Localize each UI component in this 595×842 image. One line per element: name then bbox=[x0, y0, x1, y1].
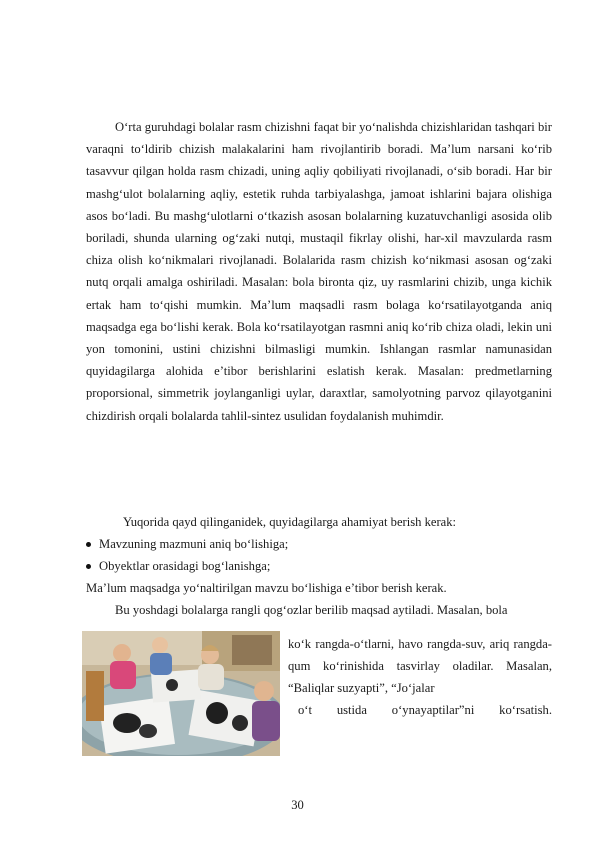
wrapped-text: ko‘k rangda-o‘tlarni, havo rangda-suv, ariq rangda-qum ko‘rinishida tasvirlay oladilar. Masalan, “Baliqlar suzyapti”, “Jo‘jalar bbox=[288, 637, 552, 696]
bullet-dot-icon bbox=[86, 542, 91, 547]
bullet-item-1: Mavzuning mazmuni aniq bo‘lishiga; bbox=[86, 533, 288, 555]
bullet-item-2: Obyektlar orasidagi bog‘lanishga; bbox=[86, 555, 270, 577]
intro-line: Yuqorida qayd qilinganidek, quyidagilarga ahamiyat berish kerak: bbox=[123, 515, 457, 529]
last-paragraph-first-line: Bu yoshdagi bolalarga rangli qog‘ozlar berilib maqsad aytiladi. Masalan, bola bbox=[115, 603, 508, 617]
after-bullets-line: Ma’lum maqsadga yo‘naltirilgan mavzu bo‘lishiga e’tibor berish kerak. bbox=[86, 581, 447, 595]
children-drawing-photo bbox=[82, 631, 280, 756]
page-number: 30 bbox=[291, 798, 304, 812]
wrapped-text-last-line: o‘t ustida o‘ynayaptilar”ni ko‘rsatish. bbox=[298, 703, 552, 717]
paragraph-main: O‘rta guruhdagi bolalar rasm chizishni faqat bir yo‘nalishda chizishlaridan tashqari bir varaqni to‘ldirib chizish malakalarini ham rivojlantirib boradi. Ma’lum narsani ko‘rib tasavvur qilgan holda rasm chizadi, uning aqliy qobiliyati rivojlanadi, o‘sib boradi. Har bir mashg‘ulot bolalarning aqliy, estetik ruhda tarbiyalashga, jamoat ishlarini bajara olishiga asos bo‘ladi. Bu mashg‘ulotlarni o‘tkazish asosan bolalarning kuzatuvchanligi asosida olib boriladi, shunda ularning og‘zaki nutqi, mustaqil fikrlay olishi, har-xil mavzularda rasm chiza olish ko‘nikmalari rivojlanadi. Bolalarida rasm chizish ko‘nikmasi asosan og‘zaki nutq orqali amalga oshiriladi. Masalan: bola bironta qiz, uy rasmlarini chizib, unga kichik ertak ham to‘qishi mumkin. Ma’lum maqsadli rasm bolaga ko‘rsatilayotganda aniq maqsadga ega bo‘lishi kerak. Bola ko‘rsatilayotgan rasmni aniq ko‘rib chiza oladi, lekin uni yon tomonini, ustini chizishni bilmasligi mumkin. Ishlangan rasmlar namunasidan quyidagilarga alohida e’tibor berishlarini eslatish kerak. Masalan: predmetlarning proporsional, simmetrik joylanganligi uylar, daraxtlar, samolyotning parvoz qilayotganini chizdirish orqali bolalarda tahlil-sintez usulidan foydalanish muhimdir. bbox=[86, 120, 552, 423]
bullet-dot-icon bbox=[86, 564, 91, 569]
